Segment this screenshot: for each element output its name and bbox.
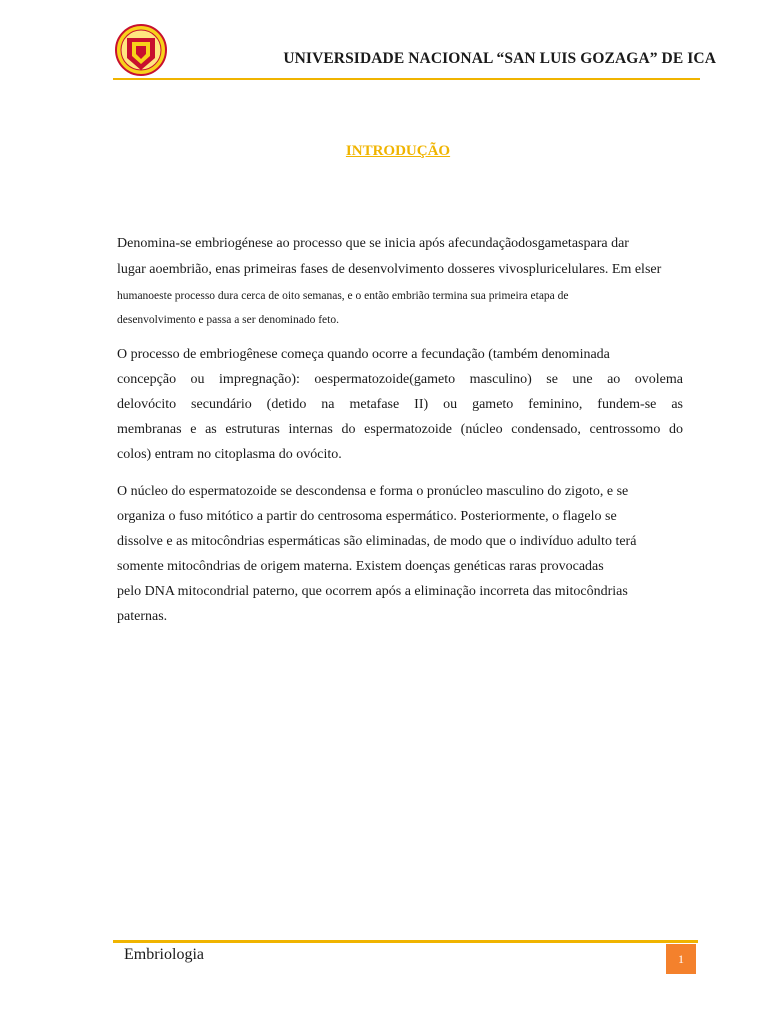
page-number-badge: 1 [666,944,696,974]
paragraph-line: membranas e as estruturas internas do espermatozoide (núcleo condensado, centrossomo do [117,422,683,437]
paragraph-line: paternas. [117,609,168,624]
paragraph-line: somente mitocôndrias de origem materna. Existem doenças genéticas raras provocadas [117,559,604,574]
footer-subject: Embriologia [124,946,204,963]
page-title-text: INTRODUÇÃO [345,143,451,159]
paragraph-line: desenvolvimento e passa a ser denominado feto. [117,314,339,326]
university-name: UNIVERSIDADE NACIONAL “SAN LUIS GOZAGA” DE ICA [283,50,716,67]
paragraph-line: pelo DNA mitocondrial paterno, que ocorrem após a eliminação incorreta das mitocôndrias [117,584,628,599]
paragraph-line: concepção ou impregnação): oespermatozoide(gameto masculino) se une ao ovolema [117,372,683,387]
paragraph-line: O processo de embriogênese começa quando ocorre a fecundação (também denominada [117,347,610,362]
paragraph-line: organiza o fuso mitótico a partir do centrosoma espermático. Posteriormente, o flagelo se [117,509,617,524]
paragraph-line: delovócito secundário (detido na metafase II) ou gameto feminino, fundem-se as [117,397,683,412]
paragraph-line: Denomina-se embriogénese ao processo que se inicia após afecundaçãodosgametaspara dar [117,236,629,251]
paragraph-line: O núcleo do espermatozoide se descondensa e forma o pronúcleo masculino do zigoto, e se [117,484,629,499]
paragraph-line: dissolve e as mitocôndrias espermáticas são eliminadas, de modo que o indivíduo adulto terá [117,534,637,549]
header-divider [113,78,700,80]
paragraph-line: lugar aoembrião, enas primeiras fases de desenvolvimento dosseres vivospluricelulares. Em elser [117,262,662,277]
paragraph-line: colos) entram no citoplasma do ovócito. [117,447,342,462]
footer-divider [113,940,698,943]
paragraph-line: humanoeste processo dura cerca de oito semanas, e o então embrião termina sua primeira etapa de [117,290,569,302]
university-seal-icon [113,24,169,80]
page-title [0,143,768,160]
